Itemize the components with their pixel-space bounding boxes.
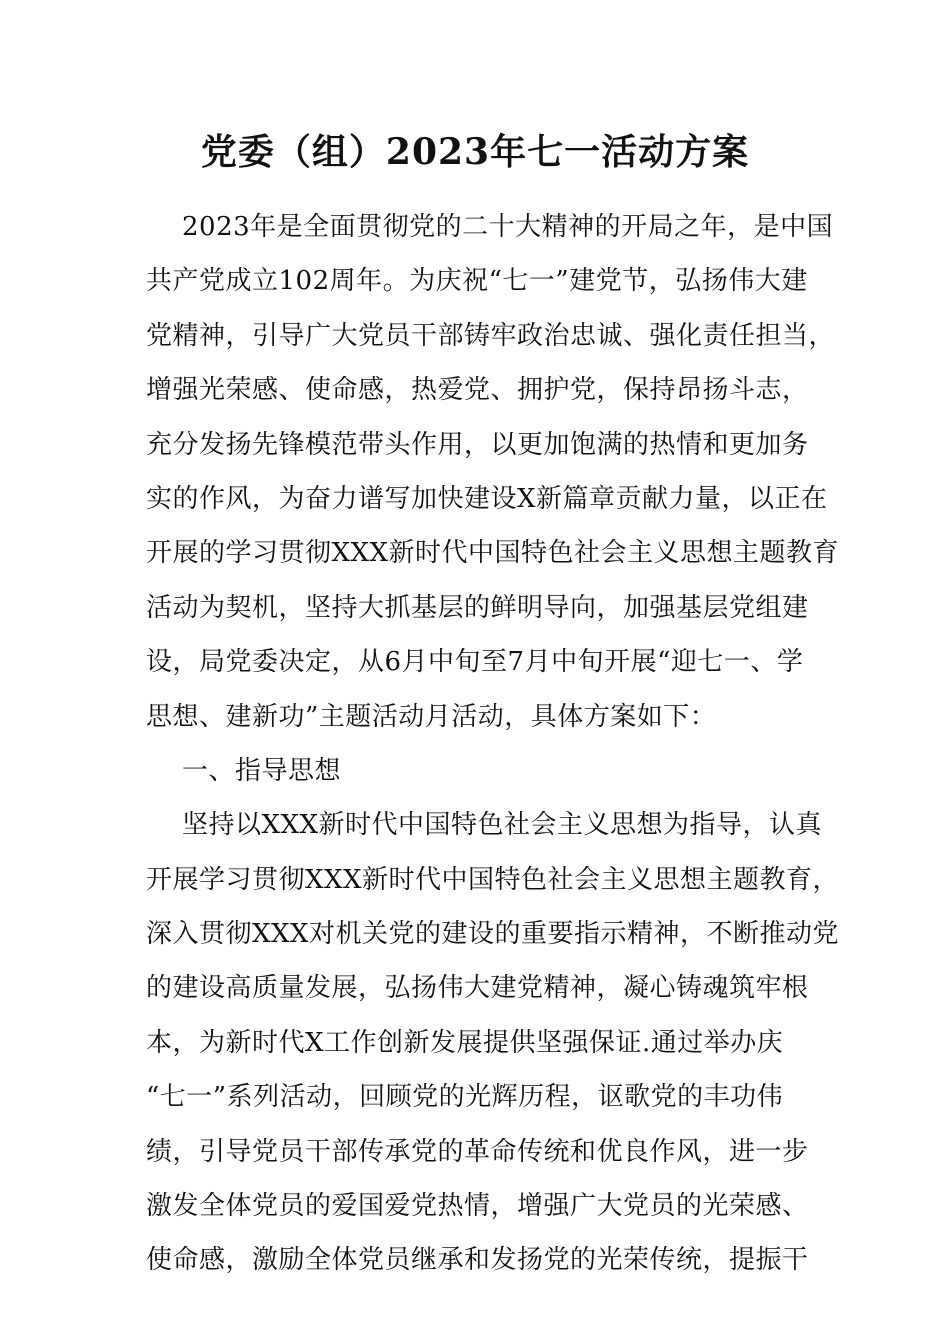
paragraph-line: 本，为新时代X工作创新发展提供坚强保证.通过举办庆 xyxy=(146,1027,784,1058)
paragraph-line: 激发全体党员的爱国爱党热情，增强广大党员的光荣感、 xyxy=(146,1191,809,1222)
paragraph-line: 充分发扬先锋模范带头作用，以更加饱满的热情和更加务 xyxy=(146,429,809,460)
section-heading: 一、指导思想 xyxy=(182,755,342,786)
paragraph-line: 绩，引导党员干部传承党的革命传统和优良作风，进一步 xyxy=(146,1136,809,1167)
paragraph-line: 共产党成立102周年。为庆祝“七一”建党节，弘扬伟大建 xyxy=(146,266,808,297)
document-title: 党委（组）2023年七一活动方案 xyxy=(200,131,750,173)
paragraph-line: 开展的学习贯彻XXX新时代中国特色社会主义思想主题教育 xyxy=(146,538,840,569)
paragraph-line: “七一”系列活动，回顾党的光辉历程，讴歌党的丰功伟 xyxy=(146,1082,784,1113)
document-body xyxy=(146,200,840,1288)
paragraph-line: 实的作风，为奋力谱写加快建设X新篇章贡献力量，以正在 xyxy=(146,483,828,514)
paragraph-line: 的建设高质量发展，弘扬伟大建党精神，凝心铸魂筑牢根 xyxy=(146,973,809,1004)
paragraph-line: 2023年是全面贯彻党的二十大精神的开局之年，是中国 xyxy=(182,212,834,242)
paragraph-line: 活动为契机，坚持大抓基层的鲜明导向，加强基层党组建 xyxy=(146,592,809,623)
paragraph-line: 设，局党委决定，从6月中旬至7月中旬开展“迎七一、学 xyxy=(146,647,804,678)
paragraph-line: 开展学习贯彻XXX新时代中国特色社会主义思想主题教育， xyxy=(146,864,840,895)
paragraph-line: 使命感，激励全体党员继承和发扬党的光荣传统，提振干 xyxy=(146,1245,809,1276)
paragraph-line: 思想、建新功”主题活动月活动，具体方案如下： xyxy=(146,701,717,732)
paragraph-line: 深入贯彻XXX对机关党的建设的重要指示精神，不断推动党 xyxy=(146,919,840,950)
paragraph-line: 党精神，引导广大党员干部铸牢政治忠诚、强化责任担当， xyxy=(146,320,836,351)
paragraph-line: 增强光荣感、使命感，热爱党、拥护党，保持昂扬斗志， xyxy=(146,375,809,406)
paragraph-line: 坚持以XXX新时代中国特色社会主义思想为指导，认真 xyxy=(182,810,823,841)
